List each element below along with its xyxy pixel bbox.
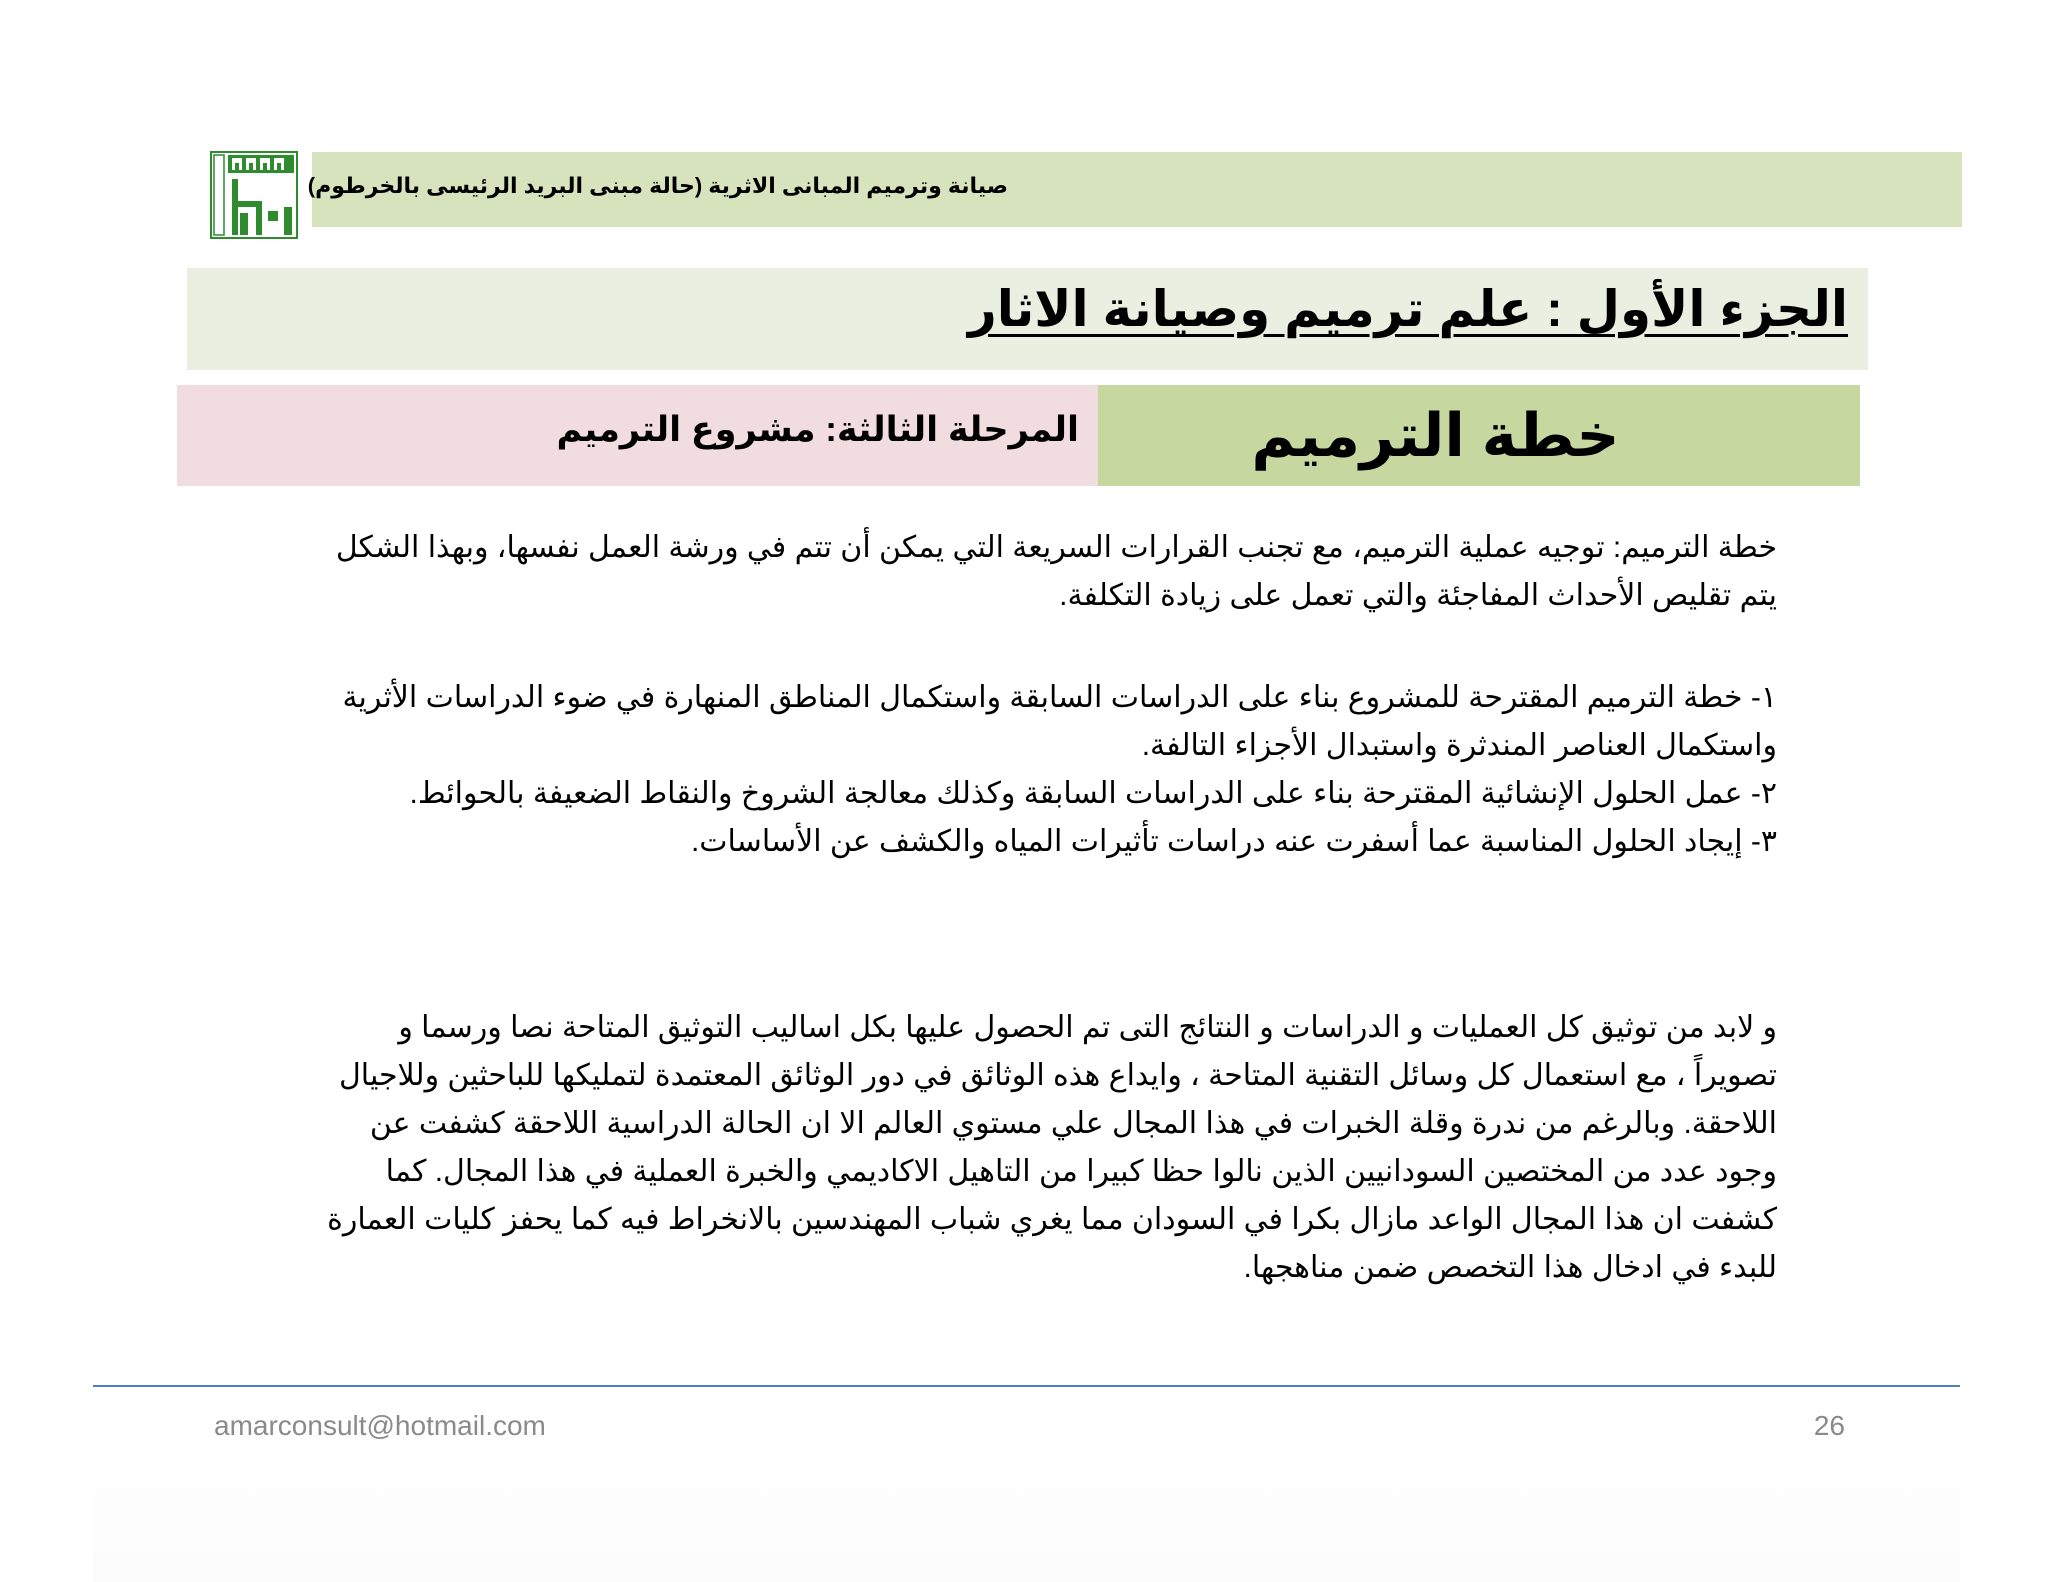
list-item: ١- خطة الترميم المقترحة للمشروع بناء على الدراسات السابقة واستكمال المناطق المنهارة في ضوء الدراسات الأثرية	[342, 681, 1777, 714]
page-number: 26	[1813, 1410, 1845, 1441]
footer-email: amarconsult@hotmail.com	[214, 1410, 546, 1441]
plan-title: خطة الترميم	[1251, 401, 1620, 469]
paragraph-line: كشفت ان هذا المجال الواعد مازال بكرا في السودان مما يغري شباب المهندسين بالانخراط فيه كما يحفز كليات العمارة	[327, 1203, 1777, 1236]
phase-label: المرحلة الثالثة: مشروع الترميم	[556, 410, 1079, 449]
documentation-paragraph	[327, 1004, 1777, 1292]
intro-line: خطة الترميم: توجيه عملية الترميم، مع تجنب القرارات السريعة التي يمكن أن تتم في ورشة العمل نفسها، وبهذا الشكل	[335, 531, 1777, 564]
list-item: ٢- عمل الحلول الإنشائية المقترحة بناء على الدراسات السابقة وكذلك معالجة الشروخ والنقاط الضعيفة بالحوائط.	[409, 777, 1777, 810]
paragraph-line: وجود عدد من المختصين السودانيين الذين نالوا حظا كبيرا من التاهيل الاكاديمي والخبرة العملية في هذا المجال. كما	[385, 1155, 1777, 1188]
paragraph-line: تصويراً ، مع استعمال كل وسائل التقنية المتاحة ، وايداع هذه الوثائق في دور الوثائق المعتمدة لتمليكها للباحثين وللاجيال	[339, 1059, 1777, 1092]
footer-divider	[93, 1385, 1960, 1387]
list-item: واستكمال العناصر المندثرة واستبدال الأجزاء التالفة.	[1141, 729, 1777, 762]
list-item: ٣- إيجاد الحلول المناسبة عما أسفرت عنه دراسات تأثيرات المياه والكشف عن الأساسات.	[690, 825, 1777, 858]
presentation-title: صيانة وترميم المبانى الاثرية (حالة مبنى البريد الرئيسى بالخرطوم)	[307, 173, 1008, 198]
intro-line: يتم تقليص الأحداث المفاجئة والتي تعمل على زيادة التكلفة.	[1059, 579, 1777, 612]
paragraph-line: للبدء في ادخال هذا التخصص ضمن مناهجها.	[1243, 1251, 1777, 1284]
paragraph-line: اللاحقة. وبالرغم من ندرة وقلة الخبرات في هذا المجال علي مستوي العالم الا ان الحالة الدراسية اللاحقة كشفت عن	[369, 1107, 1777, 1140]
paragraph-line: و لابد من توثيق كل العمليات و الدراسات و النتائج التى تم الحصول عليها بكل اساليب التوثيق المتاحة نصا ورسما و	[398, 1011, 1777, 1044]
amar-consult-logo	[210, 151, 298, 239]
intro-paragraph	[336, 524, 1777, 620]
plan-points-list	[342, 674, 1777, 866]
part-title: الجزء الأول : علم ترميم وصيانة الاثار	[967, 281, 1848, 337]
